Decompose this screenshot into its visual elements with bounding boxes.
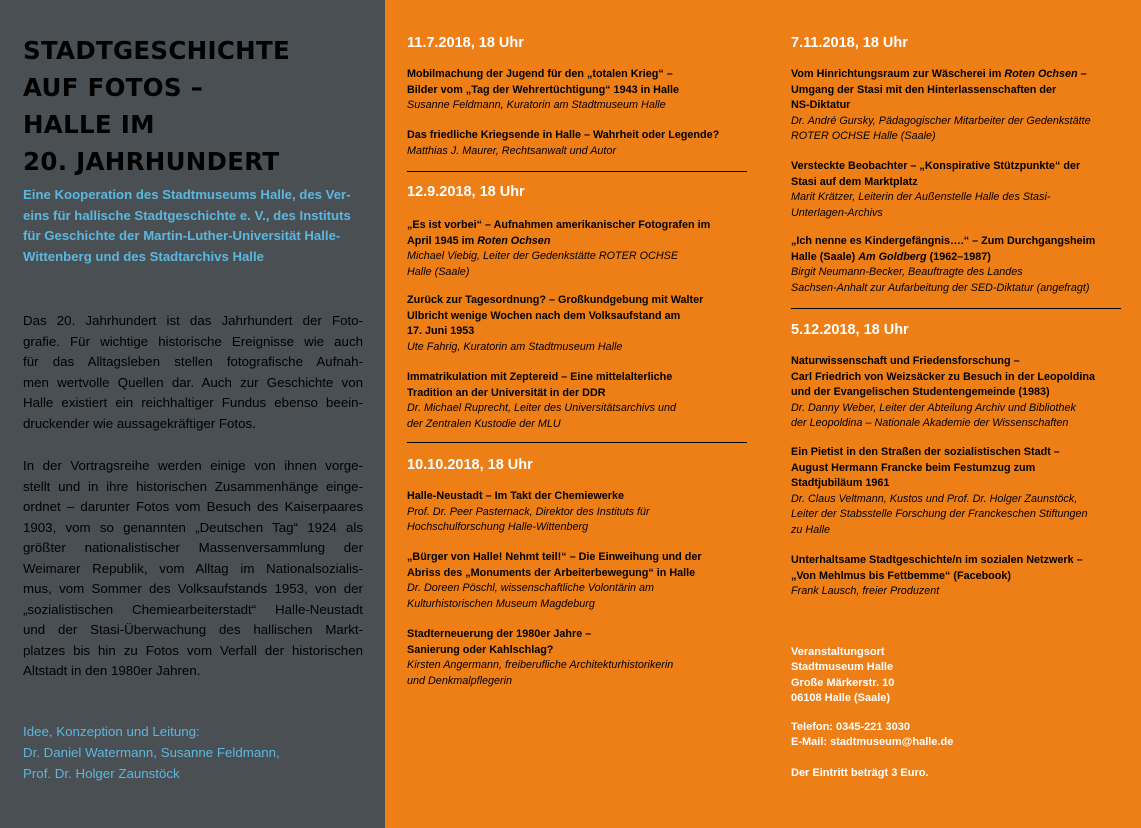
talk-title: Stadterneuerung der 1980er Jahre – [407,628,592,640]
talk [407,218,747,280]
talk-title: Unterhaltsame Stadtgeschichte/n im sozialen Netzwerk – [791,554,1083,566]
talk-title-emphasis: Roten Ochsen [1004,68,1078,80]
credits-line: Prof. Dr. Holger Zaunstöck [23,766,180,781]
talk-title: Carl Friedrich von Weizsäcker zu Besuch in der Leopoldina [791,370,1095,383]
talk-title: Naturwissenschaft und Friedensforschung – [791,355,1020,367]
intro-paragraph-2 [23,456,363,682]
admission-fee [791,766,929,781]
talk [407,293,747,355]
title-line: HALLE IM [23,110,155,139]
talk-title: Tradition an der Universität in der DDR [407,386,606,399]
talk-speaker: Halle (Saale) [407,265,470,278]
session-2018-10-10 [407,456,747,474]
talk [407,627,747,689]
session-date: 5.12.2018, 18 Uhr [791,322,909,338]
talk-title: „Ich nenne es Kindergefängnis….“ – Zum Durchgangsheim [791,235,1096,247]
talk [791,354,1121,432]
page-title [23,32,368,180]
talk [407,67,747,114]
talk [791,67,1121,145]
text-line: Halle existiert ein reichhaltiger Fundus ebenso beein- [23,395,363,410]
text-line: stellt und in ihre historischen Zusammenhänge einge- [23,478,363,494]
talk-title: Ulbricht wenige Wochen nach dem Volksaufstand am [407,309,681,322]
talk-speaker: Michael Viebig, Leiter der Gedenkstätte ROTER OCHSE [407,250,679,262]
talk-speaker: Ute Fahrig, Kuratorin am Stadtmuseum Halle [407,340,623,353]
talk-speaker: Dr. Michael Ruprecht, Leiter des Universitätsarchivs und [407,402,677,414]
text-line: mus, vom Sommer des Volksaufstands 1953, von der [23,581,363,596]
text-line: für das Alltagsleben stellen fotografische Aufnah- [23,354,363,369]
text-line: druckender wie aussagekräftiger Fotos. [23,415,256,431]
email: E-Mail: stadtmuseum@halle.de [791,736,954,749]
talk [407,370,747,432]
text-line: größter nationalistischer Massenversammlung der [23,540,363,555]
text-line: ordnet – darunter Fotos vom Besuch des Kaiserpaares [23,499,363,514]
text-line: Das 20. Jahrhundert ist das Jahrhundert der Foto- [23,313,363,328]
venue-address [791,645,894,707]
talk-title: Versteckte Beobachter – „Konspirative Stützpunkte“ der [791,160,1081,172]
talk-title: Abriss des „Monuments der Arbeiterbewegung“ in Halle [407,566,696,579]
session-date: 12.9.2018, 18 Uhr [407,184,525,200]
text-line: 1903, vom so genannten „Deutschen Tag“ 1924 als [23,519,363,535]
talk-title: NS-Diktatur [791,99,851,111]
talk-speaker: Dr. Danny Weber, Leiter der Abteilung Archiv und Bibliothek [791,401,1076,414]
divider [407,442,747,443]
text-line: men wertvolle Quellen dar. Auch zur Geschichte von [23,374,363,390]
talk-speaker: Marit Krätzer, Leiterin der Außenstelle Halle des Stasi- [791,191,1051,203]
subtitle-line: Wittenberg und des Stadtarchivs Halle [23,248,264,264]
talk-title: Ein Pietist in den Straßen der sozialistischen Stadt – [791,446,1060,458]
talk-speaker: zu Halle [791,523,831,536]
venue-line: Stadtmuseum Halle [791,661,894,674]
talk-title-part: April 1945 im [407,234,478,247]
session-2018-11-07 [791,34,1121,52]
talk-speaker: und Denkmalpflegerin [407,674,513,687]
title-line: AUF FOTOS – [23,73,204,102]
talk-title: Das friedliche Kriegsende in Halle – Wahrheit oder Legende? [407,129,720,141]
credits [23,721,363,784]
talk-speaker: Leiter der Stabsstelle Forschung der Franckeschen Stiftungen [791,508,1088,520]
talk-title: Zurück zur Tagesordnung? – Großkundgebung mit Walter [407,294,704,306]
talk-title: August Hermann Francke beim Festumzug zum [791,461,1036,474]
talk [407,550,747,612]
talk-title: „Es ist vorbei“ – Aufnahmen amerikanischer Fotografen im [407,219,711,231]
phone: Telefon: 0345-221 3030 [791,721,911,733]
text-line: platzes bis hin zu Fotos vom Verfall der historischen [23,642,363,658]
divider [791,308,1121,309]
session-date: 11.7.2018, 18 Uhr [407,35,524,51]
talk-speaker: Kirsten Angermann, freiberufliche Architekturhistorikerin [407,659,674,671]
talk-title-part: Vom Hinrichtungsraum zur Wäscherei im [791,68,1005,80]
talk [791,234,1121,296]
talk-title-emphasis: Roten Ochsen [477,234,551,247]
title-line: 20. JAHRHUNDERT [23,147,280,176]
talk-title [791,67,1121,83]
talk-title: Stasi auf dem Marktplatz [791,175,918,188]
talk-title: „Von Mehlmus bis Fettbemme“ (Facebook) [791,569,1011,582]
talk-title-part: (1962–1987) [926,250,991,263]
session-date: 7.11.2018, 18 Uhr [791,35,908,51]
talk-speaker: Birgit Neumann-Becker, Beauftragte des Landes [791,266,1023,278]
venue-line: Große Märkerstr. 10 [791,676,895,689]
text-line: In der Vortragsreihe werden einige von ihnen vorge- [23,458,363,473]
talk [791,445,1121,538]
talk-speaker: der Leopoldina – Nationale Akademie der Wissenschaften [791,417,1069,429]
talk-title: Sanierung oder Kahlschlag? [407,643,554,656]
talk-title: „Bürger von Halle! Nehmt teil!“ – Die Einweihung und der [407,551,702,563]
talk-speaker: Dr. Doreen Pöschl, wissenschaftliche Volontärin am [407,582,655,594]
talk-speaker: Sachsen-Anhalt zur Aufarbeitung der SED-Diktatur (angefragt) [791,281,1090,294]
text-line: und der Stasi-Überwachung des hallischen Markt- [23,622,363,637]
session-2018-07-11 [407,34,747,52]
text-line: grafie. Für wichtige historische Ereignisse wie auch [23,333,363,349]
talk-speaker: Dr. Claus Veltmann, Kustos und Prof. Dr. Holger Zaunstöck, [791,492,1078,505]
talk-speaker: Dr. André Gursky, Pädagogischer Mitarbeiter der Gedenkstätte [791,114,1091,127]
talk-title [407,234,747,250]
venue-line: 06108 Halle (Saale) [791,692,891,705]
talk-speaker: Frank Lausch, freier Produzent [791,585,940,597]
cooperation-subtitle [23,185,368,267]
credits-line: Idee, Konzeption und Leitung: [23,724,200,739]
talk-speaker: Matthias J. Maurer, Rechtsanwalt und Autor [407,144,617,157]
talk-title-emphasis: Am Goldberg [858,250,927,263]
session-date: 10.10.2018, 18 Uhr [407,457,533,473]
session-2018-09-12 [407,183,747,201]
talk-title: Umgang der Stasi mit den Hinterlassenschaften der [791,83,1057,96]
talk [791,553,1121,600]
subtitle-line: für Geschichte der Martin-Luther-Universität Halle- [23,228,341,244]
talk [791,159,1121,221]
text-line: „sozialistischen Chemiearbeiterstadt“ Halle-Neustadt [23,601,363,617]
talk [407,128,747,159]
talk-speaker: ROTER OCHSE Halle (Saale) [791,130,936,142]
talk-speaker: Unterlagen-Archivs [791,206,883,219]
talk-speaker: Kulturhistorischen Museum Magdeburg [407,597,595,610]
talk-speaker: Prof. Dr. Peer Pasternack, Direktor des Instituts für [407,505,650,518]
talk-title: und der Evangelischen Studentengemeinde (1983) [791,386,1050,398]
venue-line: Veranstaltungsort [791,646,885,658]
credits-line: Dr. Daniel Watermann, Susanne Feldmann, [23,745,280,760]
venue-contact [791,720,953,751]
talk-title [791,250,1121,266]
text-line: Altstadt in den 1980er Jahren. [23,663,201,678]
talk-speaker: der Zentralen Kustodie der MLU [407,417,561,430]
talk-title-part: – [1077,68,1087,80]
fee-line: Der Eintritt beträgt 3 Euro. [791,767,929,779]
talk-title: Halle-Neustadt – Im Takt der Chemiewerke [407,490,625,502]
talk [407,489,747,536]
text-line: Weimarer Republik, vom Alltag im Nationalsozialis- [23,560,363,576]
talk-title: Mobilmachung der Jugend für den „totalen Krieg“ – [407,68,673,80]
talk-title: Bilder vom „Tag der Wehrertüchtigung“ 1943 in Halle [407,83,679,96]
subtitle-line: Eine Kooperation des Stadtmuseums Halle, des Ver- [23,187,351,202]
talk-title: 17. Juni 1953 [407,325,475,337]
subtitle-line: eins für hallische Stadtgeschichte e. V., des Instituts [23,207,351,223]
session-2018-12-05 [791,321,1121,339]
title-line: STADTGESCHICHTE [23,36,290,65]
talk-speaker: Susanne Feldmann, Kuratorin am Stadtmuseum Halle [407,99,666,111]
divider [407,171,747,172]
talk-title-part: Halle (Saale) [791,250,859,263]
talk-title: Stadtjubiläum 1961 [791,477,890,489]
talk-title: Immatrikulation mit Zeptereid – Eine mittelalterliche [407,371,673,383]
talk-speaker: Hochschulforschung Halle-Wittenberg [407,521,589,533]
intro-paragraph-1 [23,311,363,434]
